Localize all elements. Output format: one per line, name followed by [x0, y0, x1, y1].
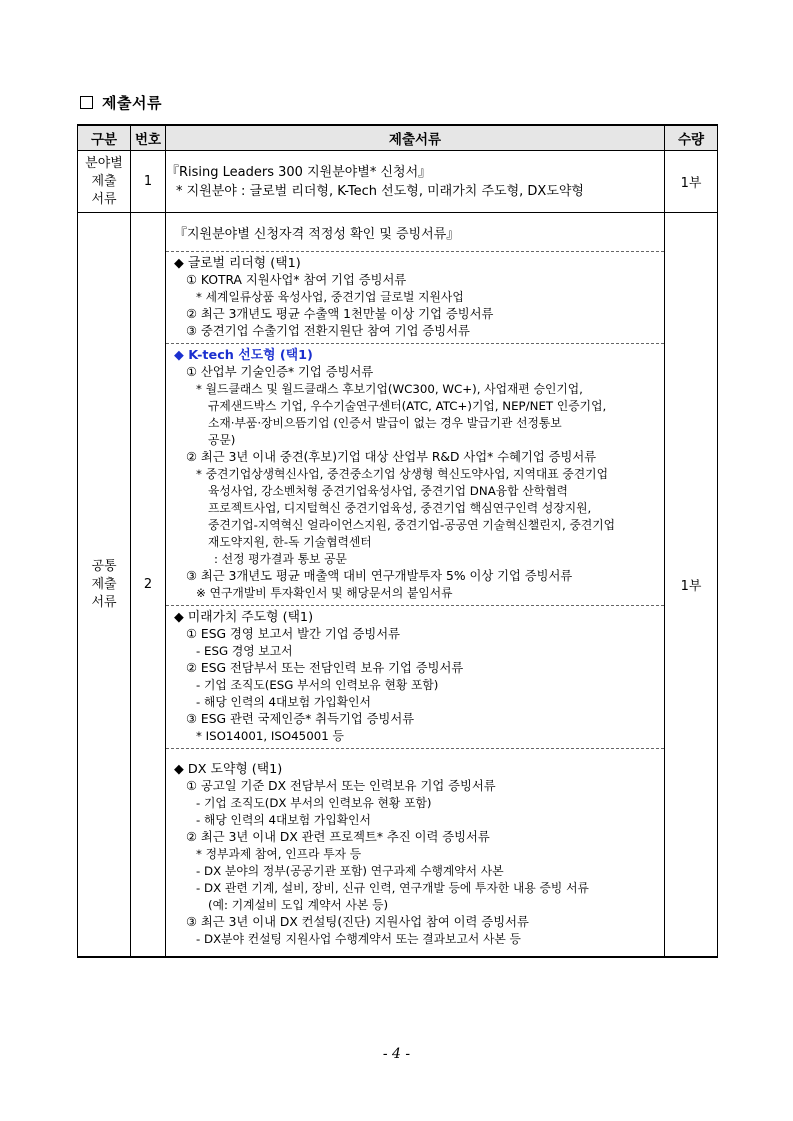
row2-documents [166, 213, 665, 958]
page-number: - 4 - [382, 1046, 411, 1062]
row1-category: 분야별 제출 서류 [78, 151, 131, 213]
section-title-text: 제출서류 [102, 94, 162, 112]
row1-doc-note: * 지원분야 : 글로벌 리더형, K-Tech 선도형, 미래가치 주도형, DX도약형 [176, 183, 584, 199]
row2-category: 공통 제출 서류 [78, 213, 131, 958]
global-leader-heading: ◆ 글로벌 리더형 (택1) [174, 256, 301, 271]
future-value-block: ◆ 미래가치 주도형 (택1) ① ESG 경영 보고서 발간 기업 증빙서류 - ESG 경영 보고서 ② ESG 전담부서 또는 전담인력 보유 기업 증빙서류 - 기업 조직도(ESG 부서의 인력보유 현황 포함) - 해당 인력의 4대보험 가입확인서 ③ ESG 관련 국제인증* 취득기업 증빙서류 * ISO14001, ISO45001 등 [166, 606, 664, 749]
table-header-row [78, 125, 718, 151]
ktech-block: ◆ K-tech 선도형 (택1) ① 산업부 기술인증* 기업 증빙서류 * 월드클래스 및 월드클래스 후보기업(WC300, WC+), 사업재편 승인기업, 규제샌드박스 기업, 우수기술연구센터(ATC, ATC+)기업, NEP/NET 인증기업, 소재·부품·장비으뜸기업 (인증서 발급이 없는 경우 발급기관 선정통보 공문) ② 최근 3년 이내 중견(후보)기업 대상 산업부 R&D 사업* 수혜기업 증빙서류 * 중견기업상생혁신사업, 중견중소기업 상생형 혁신도약사업, 지역대표 중견기업 육성사업, 강소벤처형 중견기업육성사업, 중견기업 DNA융합 산학협력 프로젝트사업, 디지털혁신 중견기업육성, 중견기업 핵심연구인력 성장지원, 중견기업-지역혁신 얼라이언스지원, 중견기업-공공연 기술혁신챌린지, 중견기업 재도약지원, 한-독 기술협력센터 : 선정 평가결과 통보 공문 ③ 최근 3개년도 평균 매출액 대비 연구개발투자 5% 이상 기업 증빙서류 ※ 연구개발비 투자확인서 및 해당문서의 붙임서류 [166, 344, 664, 606]
header-category: 구분 [78, 125, 131, 151]
header-quantity: 수량 [665, 125, 718, 151]
global-leader-block: ◆ 글로벌 리더형 (택1) ① KOTRA 지원사업* 참여 기업 증빙서류 * 세계일류상품 육성사업, 중견기업 글로벌 지원사업 ② 최근 3개년도 평균 수출액 1천만불 이상 기업 증빙서류 ③ 중견기업 수출기업 전환지원단 참여 기업 증빙서류 [166, 252, 664, 344]
header-documents: 제출서류 [166, 125, 665, 151]
row2-number: 2 [131, 213, 166, 958]
future-value-heading: ◆ 미래가치 주도형 (택1) [174, 610, 314, 625]
checkbox-square-icon [80, 96, 93, 109]
row1-doc-title: 『Rising Leaders 300 지원분야별* 신청서』 [166, 164, 432, 180]
row1-number: 1 [131, 151, 166, 213]
dx-block: ◆ DX 도약형 (택1) ① 공고일 기준 DX 전담부서 또는 인력보유 기업 증빙서류 - 기업 조직도(DX 부서의 인력보유 현황 포함) - 해당 인력의 4대보험 가입확인서 ② 최근 3년 이내 DX 관련 프로젝트* 추진 이력 증빙서류 * 정부과제 참여, 인프라 투자 등 - DX 분야의 정부(공공기관 포함) 연구과제 수행계약서 사본 - DX 관련 기계, 설비, 장비, 신규 인력, 연구개발 등에 투자한 내용 증빙 서류 (예: 기계설비 도입 계약서 사본 등) ③ 최근 3년 이내 DX 컨설팅(진단) 지원사업 참여 이력 증빙서류 - DX분야 컨설팅 지원사업 수행계약서 또는 결과보고서 사본 등 [166, 749, 664, 956]
section-title [80, 92, 162, 113]
ktech-heading: ◆ K-tech 선도형 (택1) [174, 348, 313, 363]
row2-intro: 『지원분야별 신청자격 적정성 확인 및 증빙서류』 [166, 213, 664, 252]
submission-documents-table [77, 124, 718, 958]
header-number: 번호 [131, 125, 166, 151]
row1-quantity: 1부 [665, 151, 718, 213]
row2-quantity: 1부 [665, 213, 718, 958]
row1-documents [166, 151, 665, 213]
table-row [78, 151, 718, 213]
table-row [78, 213, 718, 958]
dx-heading: ◆ DX 도약형 (택1) [174, 762, 283, 777]
